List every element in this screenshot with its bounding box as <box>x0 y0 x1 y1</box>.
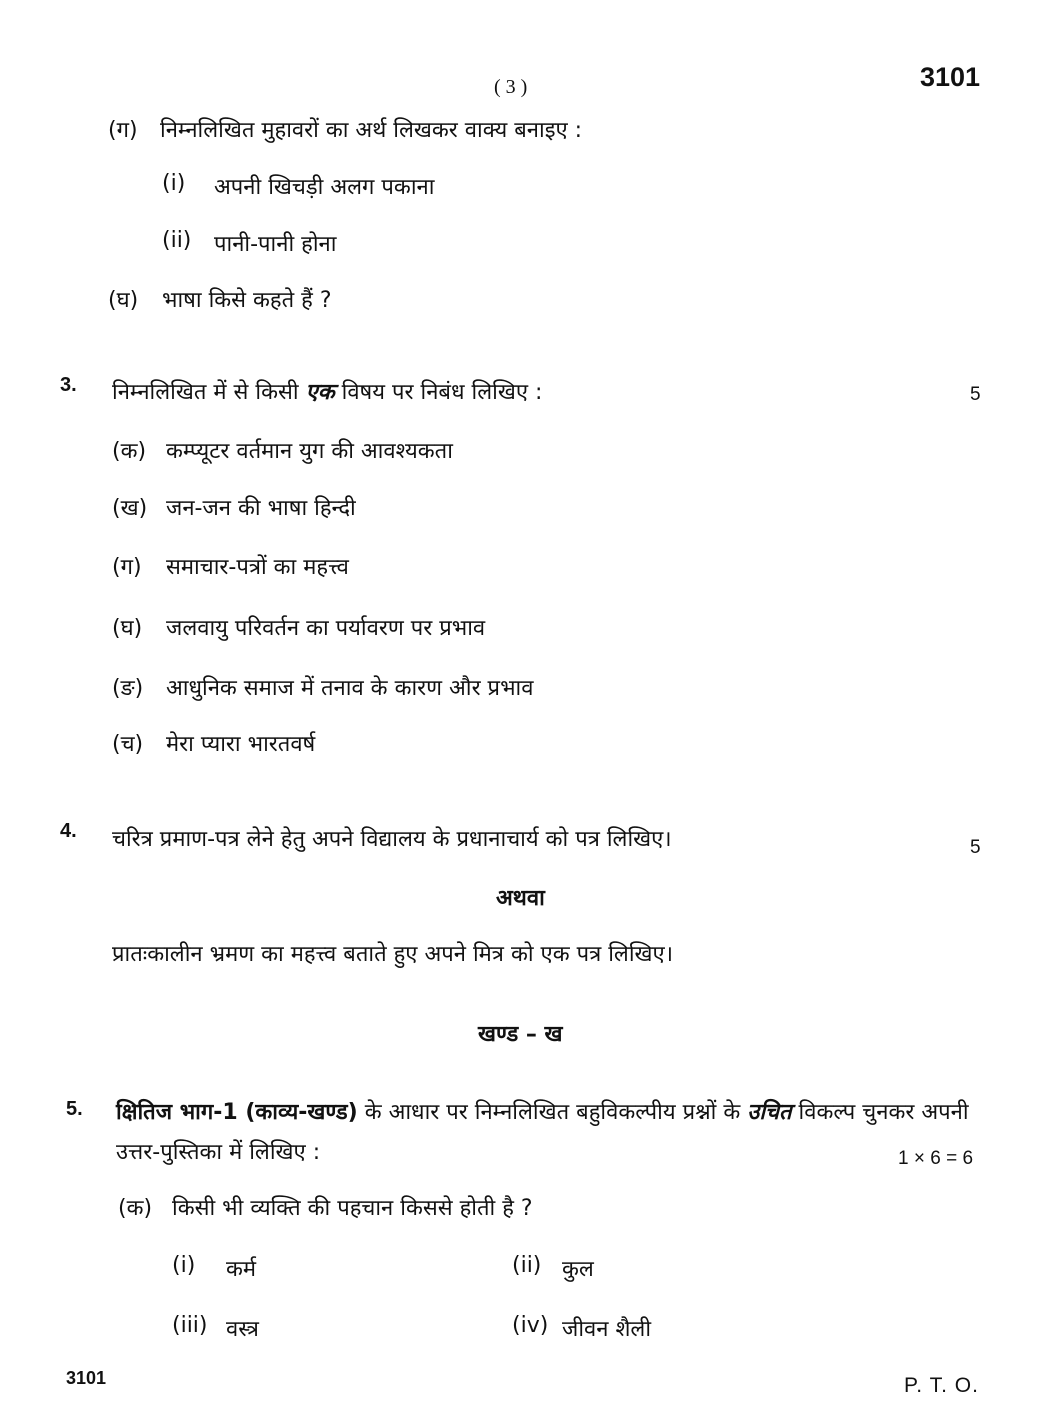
q2-ga-item-text: पानी-पानी होना <box>214 232 337 257</box>
q3-text-before: निम्नलिखित में से किसी <box>112 380 299 405</box>
q4-alt-text: प्रातःकालीन भ्रमण का महत्त्व बताते हुए अपने मित्र को एक पत्र लिखिए। <box>112 942 674 967</box>
q3-option-text: कम्प्यूटर वर्तमान युग की आवश्यकता <box>166 439 453 464</box>
footer-pto: P. T. O. <box>904 1374 979 1397</box>
footer-code: 3101 <box>66 1368 107 1388</box>
q3-option-text: आधुनिक समाज में तनाव के कारण और प्रभाव <box>166 676 534 701</box>
q4-or: अथवा <box>496 886 545 911</box>
q5-marks: 1 × 6 = 6 <box>898 1148 974 1169</box>
q5-choice-text: वस्त्र <box>226 1317 259 1342</box>
q3-marks: 5 <box>970 384 981 405</box>
q4-number: 4. <box>60 820 77 842</box>
q5-choice-num: (i) <box>172 1253 196 1278</box>
q4-text: चरित्र प्रमाण-पत्र लेने हेतु अपने विद्यालय के प्रधानाचार्य को पत्र लिखिए। <box>112 827 672 852</box>
q3-option-label: (ख) <box>112 496 148 521</box>
q5-sub-text: किसी भी व्यक्ति की पहचान किससे होती है ? <box>172 1196 533 1221</box>
section-title: खण्ड – ख <box>478 1022 563 1047</box>
q5-question-line2: उत्तर-पुस्तिका में लिखिए : <box>116 1140 321 1165</box>
q3-option-text: समाचार-पत्रों का महत्त्व <box>166 555 349 580</box>
paper-code: 3101 <box>920 62 981 92</box>
q2-ga-item-num: (i) <box>162 171 186 196</box>
q3-option-label: (क) <box>112 439 147 464</box>
q5-choice-text: कर्म <box>226 1257 257 1282</box>
q5-choice-num: (ii) <box>512 1253 542 1278</box>
q3-option-label: (च) <box>112 732 144 757</box>
q3-number: 3. <box>60 374 77 396</box>
q3-text-emph: एक <box>305 380 335 405</box>
q3-option-text: जलवायु परिवर्तन का पर्यावरण पर प्रभाव <box>166 616 486 641</box>
q2-ga-item-text: अपनी खिचड़ी अलग पकाना <box>214 175 435 200</box>
q5-line1-emph: उचित <box>747 1100 792 1125</box>
q5-book-title: क्षितिज भाग-1 (काव्य-खण्ड) <box>116 1100 358 1125</box>
q5-sub-label: (क) <box>118 1196 153 1221</box>
q3-option-text: मेरा प्यारा भारतवर्ष <box>166 732 316 757</box>
q3-text-after: विषय पर निबंध लिखिए : <box>341 380 543 405</box>
q3-question <box>112 376 542 406</box>
q4-marks: 5 <box>970 837 981 858</box>
page-number: ( 3 ) <box>494 76 528 98</box>
q5-line1-after: विकल्प चुनकर अपनी <box>798 1100 969 1125</box>
q3-option-label: (ग) <box>112 555 142 580</box>
q2-gha-label: (घ) <box>108 288 139 313</box>
q3-option-label: (घ) <box>112 616 143 641</box>
q2-gha-text: भाषा किसे कहते हैं ? <box>162 288 332 313</box>
q5-question-line1 <box>116 1096 969 1126</box>
q5-choice-num: (iv) <box>512 1313 549 1338</box>
q5-choice-text: जीवन शैली <box>562 1317 652 1342</box>
q2-ga-item-num: (ii) <box>162 228 192 253</box>
q2-ga-label: (ग) <box>108 118 138 143</box>
q5-choice-text: कुल <box>562 1257 594 1282</box>
q3-option-label: (ङ) <box>112 676 144 701</box>
q5-line1-mid: के आधार पर निम्नलिखित बहुविकल्पीय प्रश्नों के <box>364 1100 741 1125</box>
q3-option-text: जन-जन की भाषा हिन्दी <box>166 496 356 521</box>
q5-choice-num: (iii) <box>172 1313 208 1338</box>
q2-ga-text: निम्नलिखित मुहावरों का अर्थ लिखकर वाक्य बनाइए : <box>160 118 583 143</box>
q5-number: 5. <box>66 1098 83 1120</box>
